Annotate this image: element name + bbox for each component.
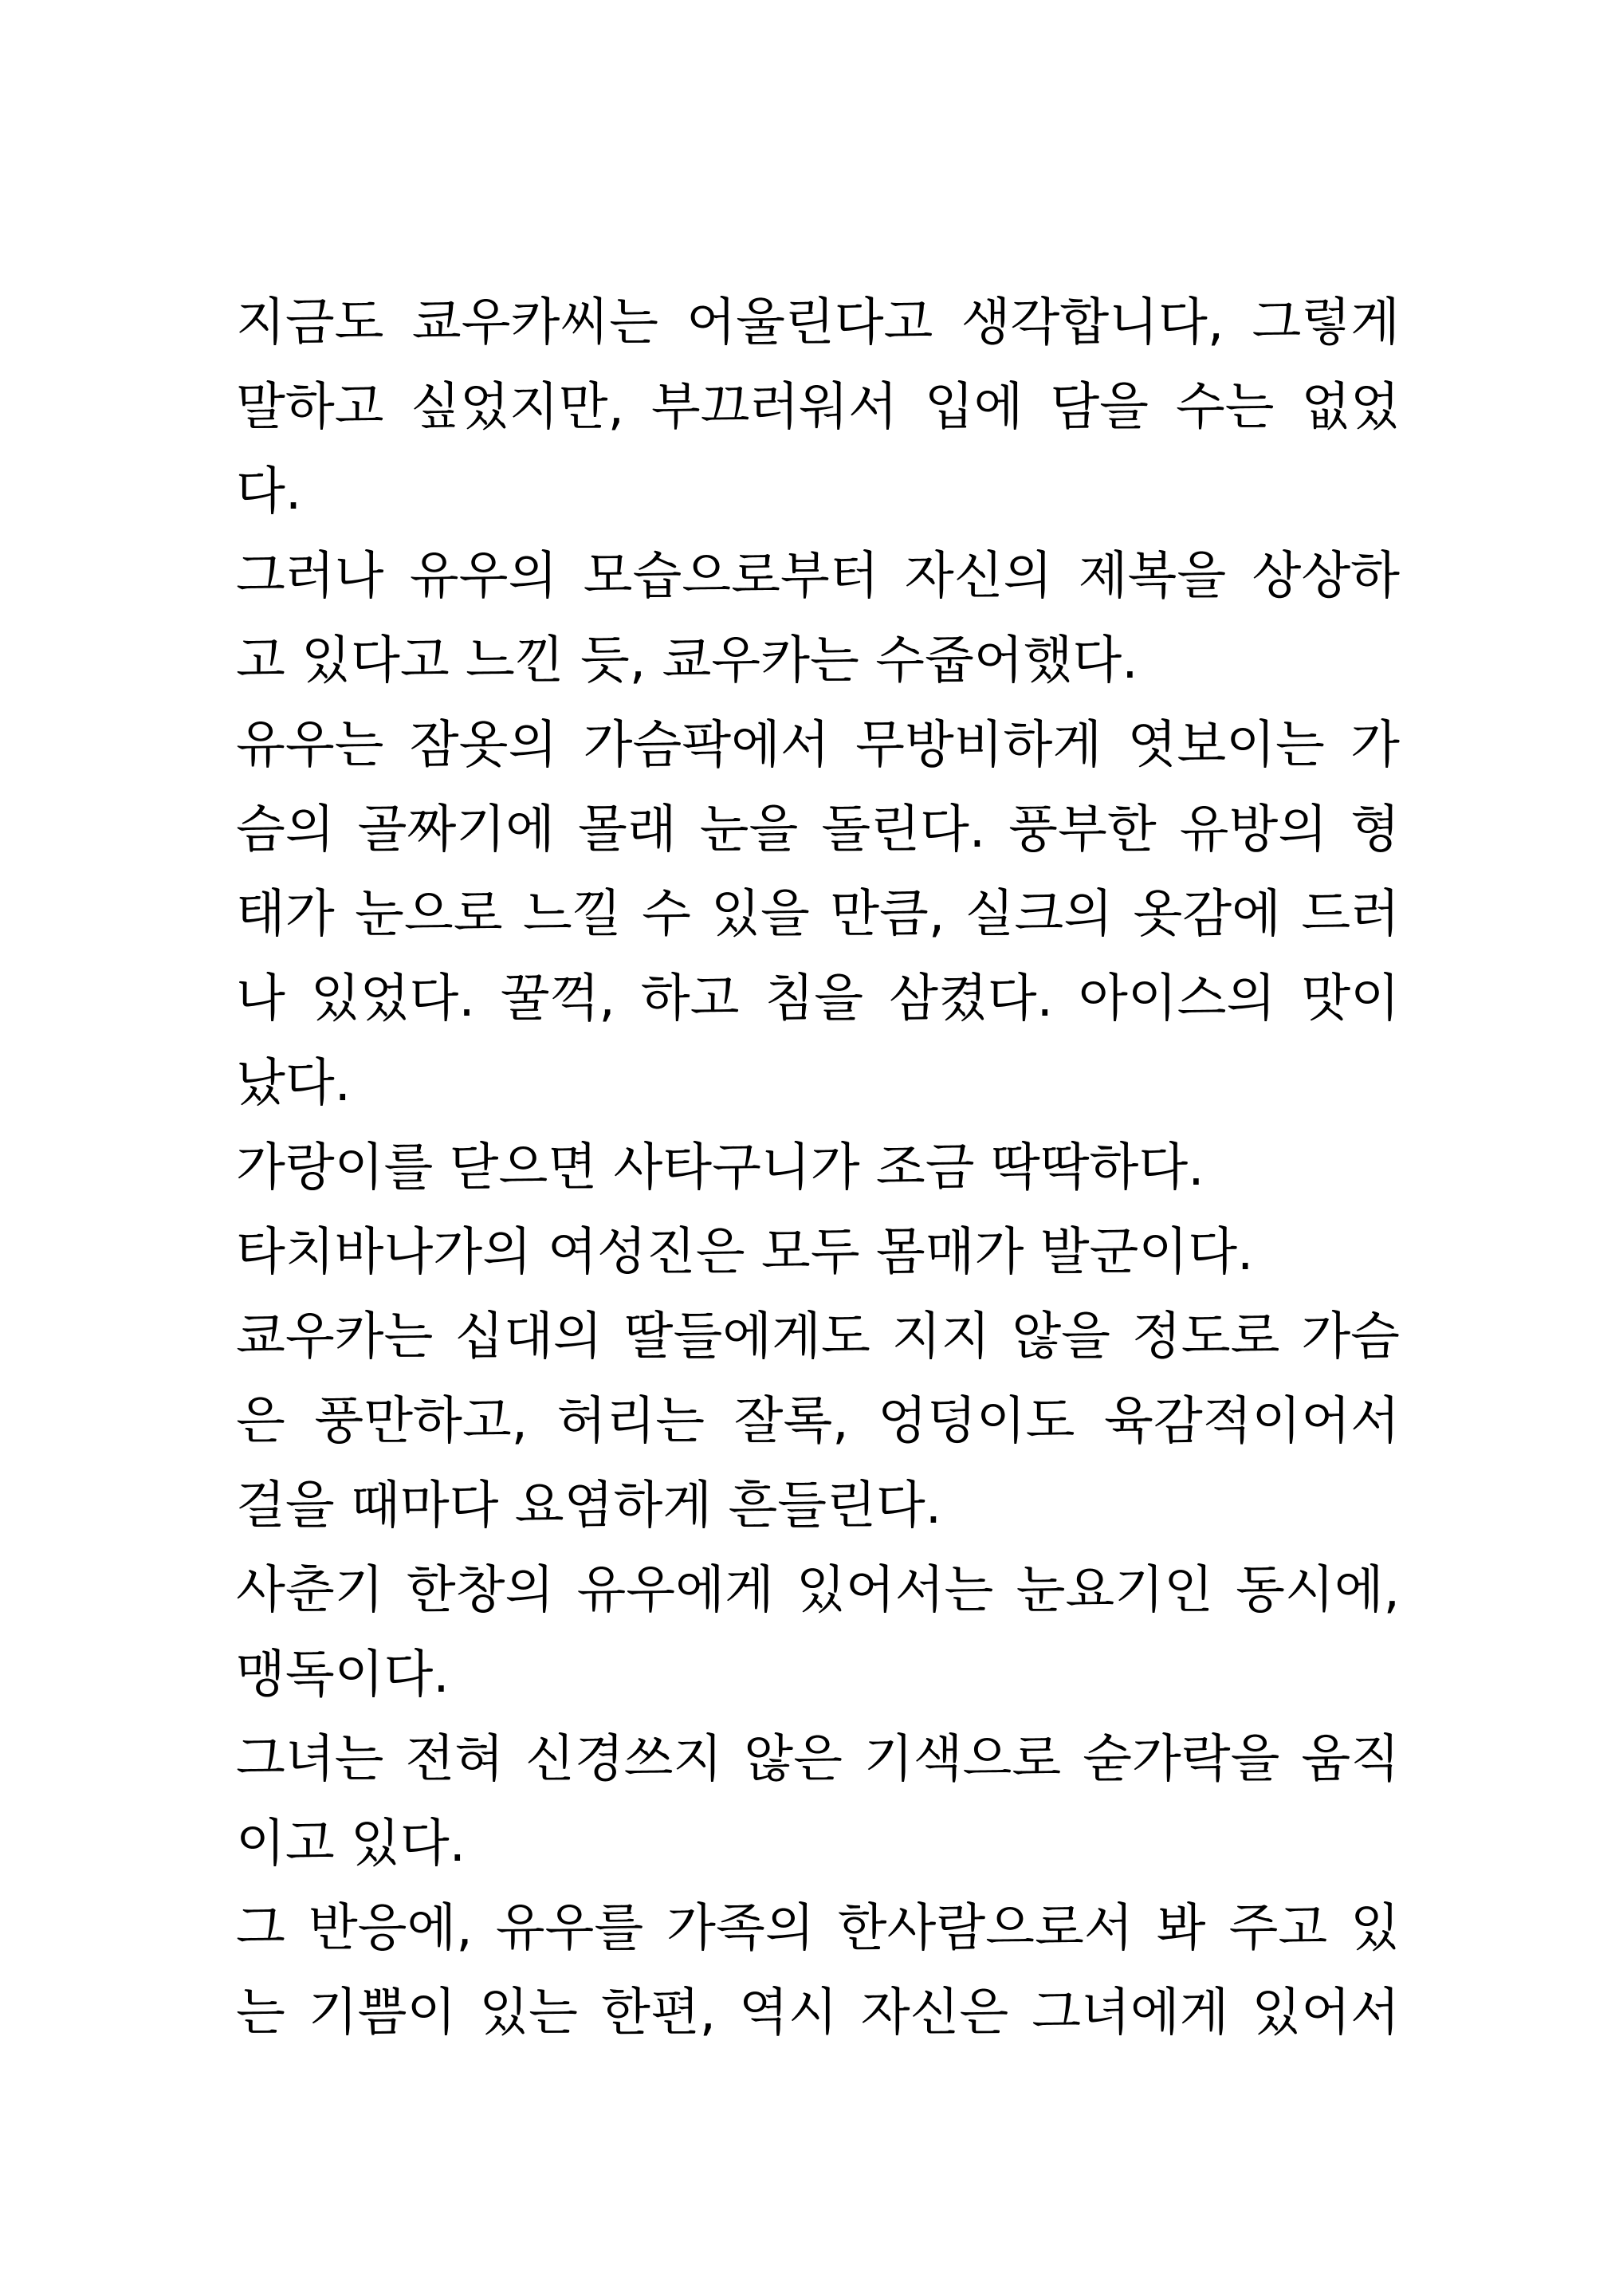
text-line: 그 반응에, 유우를 가족의 한사람으로서 봐 주고 있 [236, 1899, 1400, 1958]
text-line: 났다. [236, 1054, 351, 1113]
text-line: 은 풍만하고, 허리는 잘록, 엉덩이도 육감적이어서 [236, 1392, 1400, 1451]
text-line: 그녀는 전혀 신경쓰지 않은 기색으로 숟가락을 움직 [236, 1730, 1400, 1789]
text-line: 고 있다고 느낀 듯, 쿄우카는 수줍어했다. [236, 631, 1138, 690]
text-line: 타치바나가의 여성진은 모두 몸매가 발군이다. [236, 1223, 1254, 1282]
text-line: 그러나 유우의 모습으로부터 자신의 제복을 상상하 [236, 547, 1400, 606]
text-line: 이고 있다. [236, 1814, 466, 1873]
text-line: 말하고 싶었지만, 부끄러워서 입에 담을 수는 없었 [236, 378, 1400, 437]
text-line: 지금도 쿄우카씨는 어울린다고 생각합니다, 그렇게 [236, 293, 1400, 352]
text-line: 나 있었다. 꿀꺽, 하고 침을 삼켰다. 아이스의 맛이 [236, 969, 1400, 1028]
text-line: 슴의 골짜기에 몰래 눈을 돌린다. 풍부한 유방의 형 [236, 800, 1400, 859]
text-line: 는 기쁨이 있는 한편, 역시 자신은 그녀에게 있어서 [236, 1983, 1400, 2042]
text-line: 맹독이다. [236, 1645, 450, 1704]
text-line: 태가 눈으로 느낄 수 있을 만큼, 실크의 옷감에 드러 [236, 885, 1400, 944]
text-line: 쿄우카는 십대의 딸들에게도 지지 않을 정도로 가슴 [236, 1307, 1400, 1366]
body-text [236, 281, 1400, 2055]
text-line: 사춘기 한창의 유우에게 있어서는 눈요기인 동시에, [236, 1561, 1400, 1620]
text-line: 가랑이를 닫으면 사타구니가 조금 딱딱하다. [236, 1138, 1204, 1197]
text-line: 유우는 잠옷의 가슴팍에서 무방비하게 엿보이는 가 [236, 716, 1400, 775]
text-line: 다. [236, 462, 302, 521]
text-line: 걸을 때마다 요염하게 흔들린다. [236, 1476, 942, 1535]
